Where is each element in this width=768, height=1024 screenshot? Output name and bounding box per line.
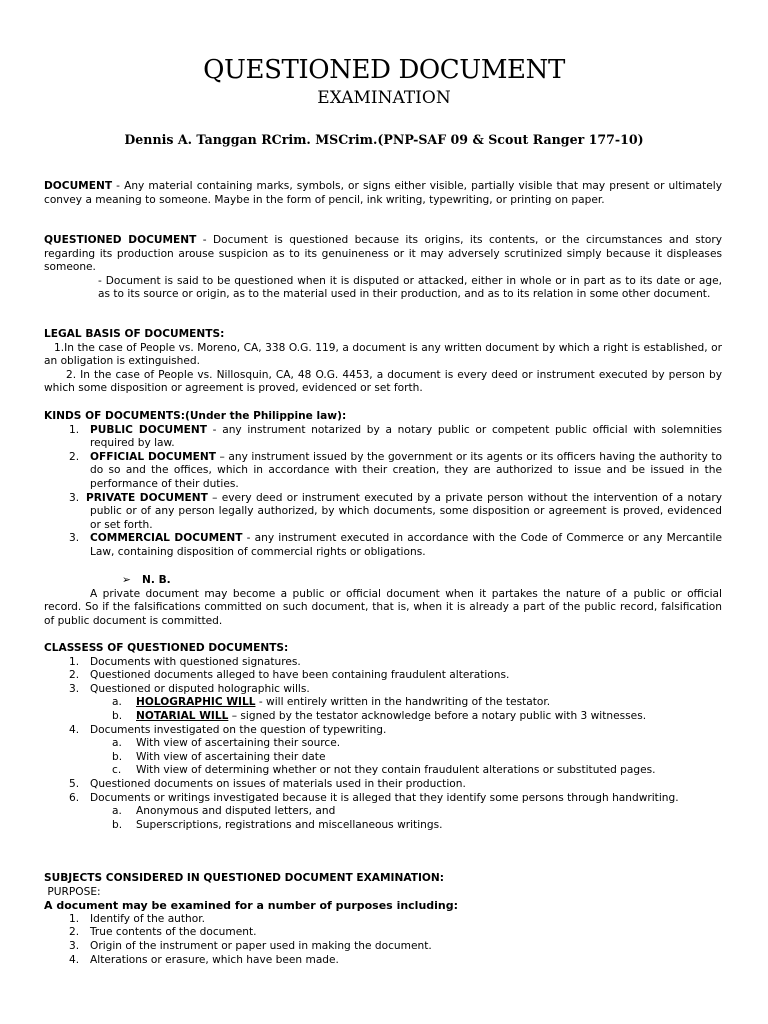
list-subitem: b. With view of ascertaining their date	[112, 750, 326, 763]
list-subitem: b. Superscriptions, registrations and miscellaneous writings.	[112, 818, 443, 831]
document-title: QUESTIONED DOCUMENT	[203, 55, 565, 85]
list-item: 3. Questioned or disputed holographic wills.	[69, 682, 310, 695]
classes-section	[44, 642, 722, 832]
list-item: 2. Questioned documents alleged to have been containing fraudulent alterations.	[69, 669, 510, 682]
section-heading: SUBJECTS CONSIDERED IN QUESTIONED DOCUMENT EXAMINATION:	[44, 872, 444, 884]
section-heading: LEGAL BASIS OF DOCUMENTS:	[44, 328, 225, 340]
section-heading: KINDS OF DOCUMENTS:(Under the Philippine law):	[44, 410, 347, 422]
list-item: 4. Documents investigated on the question of typewriting.	[69, 723, 387, 736]
list-item: 1. Identify of the author.	[69, 912, 205, 925]
list-subitem: a. With view of ascertaining their source.	[112, 737, 341, 750]
list-item: 3. Origin of the instrument or paper used in making the document.	[69, 939, 432, 952]
list-item: 1. PUBLIC DOCUMENT - any instrument notarized by a notary public or competent public official with solemnities required by law.	[69, 423, 722, 450]
list-item: 2. True contents of the document.	[69, 926, 257, 939]
list-item: 3. PRIVATE DOCUMENT – every deed or instrument executed by a private person without the intervention of a notary public or of any person legally authorized, by which documents, some disposition or agreement is proved, evidenced or set forth.	[69, 491, 722, 531]
definition-text: - Any material containing marks, symbols, or signs either visible, partially visible that may present or ultimately convey a meaning to someone. Maybe in the form of pencil, ink writing, typewriting, or printing on paper.	[44, 180, 722, 206]
definition-document	[44, 180, 722, 207]
definition-questioned-document	[44, 234, 722, 302]
list-item: 3. COMMERCIAL DOCUMENT - any instrument executed in accordance with the Code of Commerce or any Mercantile Law, containing disposition of commercial rights or obligations.	[69, 532, 722, 558]
legal-basis-item: 2. In the case of People vs. Nillosquin, CA, 48 O.G. 4453, a document is every deed or instrument executed by person by which some disposition or agreement is proved, evidenced or set forth.	[44, 368, 722, 395]
definition-text: - Document is questioned because its origins, its contents, or the circumstances and story regarding its production arouse suspicion as to its genuineness or it may adversely scrutinized simply because it displeases someone.	[44, 234, 722, 274]
list-item: 6. Documents or writings investigated because it is alleged that they identify some persons through handwriting.	[69, 791, 679, 804]
legal-basis-section	[44, 328, 722, 396]
purpose-label: PURPOSE:	[44, 885, 101, 898]
term-questioned-document: QUESTIONED DOCUMENT	[44, 234, 197, 246]
list-subitem: b. NOTARIAL WILL – signed by the testator acknowledge before a notary public with 3 witnesses.	[112, 709, 647, 722]
author-line: Dennis A. Tanggan RCrim. MSCrim.(PNP-SAF 09 & Scout Ranger 177-10)	[124, 132, 644, 147]
purpose-lead: A document may be examined for a number of purposes including:	[44, 899, 459, 913]
list-subitem: c. With view of determining whether or not they contain fraudulent alterations or substituted pages.	[112, 764, 656, 777]
document-subtitle: EXAMINATION	[317, 88, 451, 108]
list-item: 5. Questioned documents on issues of materials used in their production.	[69, 777, 466, 790]
list-item: 4. Alterations or erasure, which have been made.	[69, 953, 339, 966]
subjects-section	[44, 872, 722, 967]
legal-basis-item: 1.In the case of People vs. Moreno, CA, 338 O.G. 119, a document is any written document by which a right is established, or an obligation is extinguished.	[44, 341, 722, 368]
section-heading: CLASSESS OF QUESTIONED DOCUMENTS:	[44, 642, 289, 654]
arrow-bullet-icon: ➢	[122, 574, 131, 586]
term-document: DOCUMENT	[44, 180, 113, 192]
list-item: 2. OFFICIAL DOCUMENT – any instrument issued by the government or its agents or its officers having the authority to do so and the offices, which in accordance with their creation, they are authorized to issue and be issued in the performance of their duties.	[69, 450, 722, 490]
list-subitem: a. HOLOGRAPHIC WILL - will entirely written in the handwriting of the testator.	[112, 696, 551, 709]
nb-section	[44, 574, 722, 628]
nb-label: ➢ N. B.	[122, 574, 171, 586]
list-subitem: a. Anonymous and disputed letters, and	[112, 805, 336, 818]
list-item: 1. Documents with questioned signatures.	[69, 655, 301, 668]
kinds-section	[44, 410, 722, 560]
nb-text: A private document may become a public or official document when it partakes the nature of a public or official record. So if the falsifications committed on such document, that is, when it is already a part of the public record, falsification of public document is committed.	[44, 587, 722, 627]
definition-text-2: - Document is said to be questioned when it is disputed or attacked, either in whole or in part as to its date or age, as to its source or origin, as to the material used in their production, and as to its relation in some other document.	[98, 274, 722, 301]
